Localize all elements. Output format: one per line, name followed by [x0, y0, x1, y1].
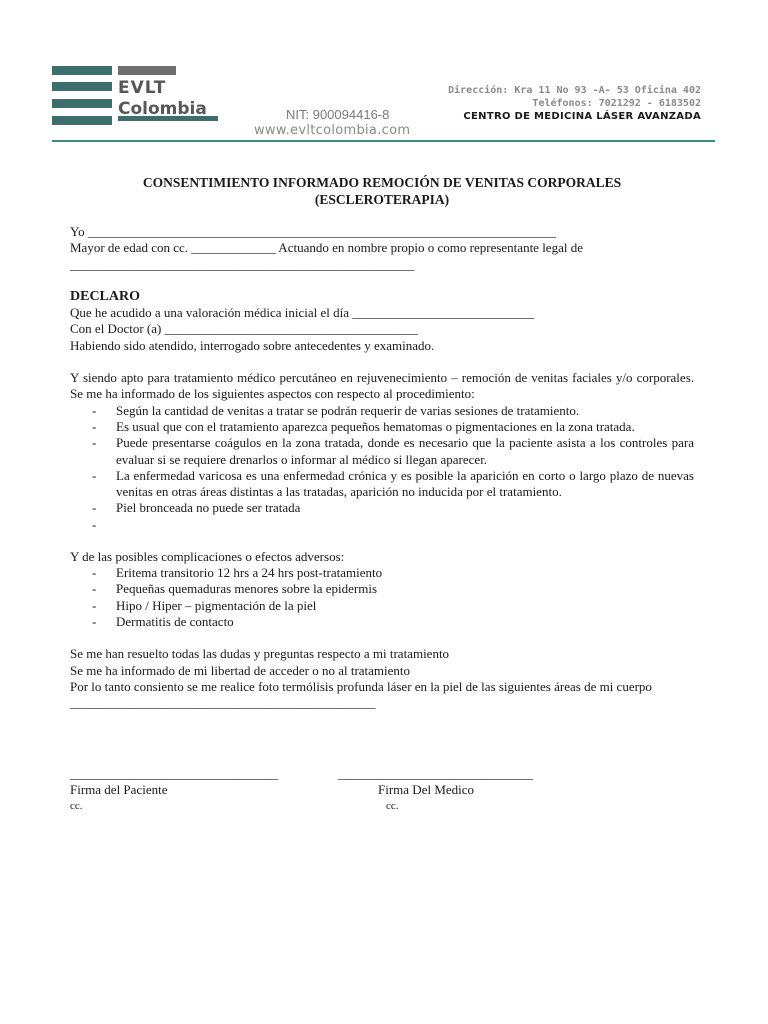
aspects-list: [70, 403, 694, 533]
list-item: - Dermatitis de contacto: [70, 614, 694, 630]
mayor-line: Mayor de edad con cc. _____________ Actuando en nombre propio o como representante legal de: [70, 240, 583, 256]
doctor-signature: [338, 766, 533, 814]
signature-line: ______________________________: [338, 766, 533, 781]
nit-number: NIT: 900094416-8: [286, 107, 390, 122]
logo-bar: [52, 99, 112, 108]
contact-block: [448, 84, 701, 123]
logo-bar: [52, 116, 112, 125]
patient-signature: [70, 766, 278, 814]
patient-signature-label: Firma del Paciente: [70, 782, 168, 797]
list-item: - Según la cantidad de venitas a tratar se podrán requerir de varias sesiones de tratamiento.: [70, 403, 694, 419]
title-line2: (ESCLEROTERAPIA): [314, 192, 450, 207]
libertad-line: Se me ha informado de mi libertad de acceder o no al tratamiento: [70, 662, 411, 678]
doctor-line: Con el Doctor (a) _______________________________________: [70, 321, 419, 337]
center-name: CENTRO DE MEDICINA LÁSER AVANZADA: [463, 111, 701, 122]
declaro-heading: DECLARO: [70, 288, 141, 304]
header-divider: [52, 140, 715, 142]
logo-bar: [52, 66, 112, 75]
logo-bar: [52, 82, 112, 91]
valoracion-line: Que he acudido a una valoración médica inicial el día ____________________________: [70, 305, 535, 321]
list-item: - Pequeñas quemaduras menores sobre la epidermis: [70, 581, 694, 597]
areas-line: _______________________________________________: [70, 695, 376, 711]
website-link[interactable]: www.evltcolombia.com: [254, 123, 411, 138]
doctor-cc-label: cc.: [386, 800, 399, 812]
document-body: [70, 224, 694, 711]
list-item: - Es usual que con el tratamiento aparezca pequeños hematomas o pigmentaciones en la zona tratada.: [70, 419, 694, 435]
list-item: - Puede presentarse coágulos en la zona tratada, donde es necesario que la paciente asista a los controles para evaluar si se requiere drenarlos o informar al médico si llegan aparecer.: [70, 435, 694, 468]
consiento-line: Por lo tanto consiento se me realice foto termólisis profunda láser en la piel de las siguientes áreas de mi cuerpo: [70, 678, 652, 694]
list-item: [70, 517, 694, 533]
brand-line1: EVLT: [118, 78, 167, 98]
phones: Teléfonos: 7021292 - 6183502: [532, 98, 701, 109]
brand-line2: Colombia: [118, 99, 207, 119]
logo-bar: [118, 66, 176, 75]
list-item: - Hipo / Hiper – pigmentación de la piel: [70, 598, 694, 614]
doctor-signature-label: Firma Del Medico: [378, 782, 475, 797]
signature-line: ________________________________: [70, 766, 278, 781]
atendido-line: Habiendo sido atendido, interrogado sobre antecedentes y examinado.: [70, 337, 435, 353]
address: Dirección: Kra 11 No 93 -A- 53 Oficina 402: [448, 85, 701, 96]
complications-list: [70, 565, 694, 630]
patient-cc-label: cc.: [70, 800, 83, 812]
list-item: - La enfermedad varicosa es una enfermedad crónica y es posible la aparición en corto o largo plazo de nuevas venitas en otras áreas distintas a las tratadas, aparición no inducida por el tratamiento.: [70, 468, 694, 501]
list-item: - Piel bronceada no puede ser tratada: [70, 500, 694, 516]
dudas-line: Se me han resuelto todas las dudas y preguntas respecto a mi tratamiento: [70, 646, 450, 662]
complications-intro: Y de las posibles complicaciones o efectos adversos:: [70, 548, 345, 564]
title-line1: CONSENTIMIENTO INFORMADO REMOCIÓN DE VENITAS CORPORALES: [142, 175, 622, 190]
yo-line: Yo ________________________________________________________________________: [70, 224, 556, 239]
apto-paragraph: Y siendo apto para tratamiento médico percutáneo en rejuvenecimiento – remoción de venitas faciales y/o corporales. Se me ha informado de los siguientes aspectos con respecto al procedimiento:: [70, 370, 694, 402]
document-title: [70, 174, 694, 208]
list-item: - Eritema transitorio 12 hrs a 24 hrs post-tratamiento: [70, 565, 694, 581]
representative-line: _____________________________________________________: [70, 256, 415, 272]
